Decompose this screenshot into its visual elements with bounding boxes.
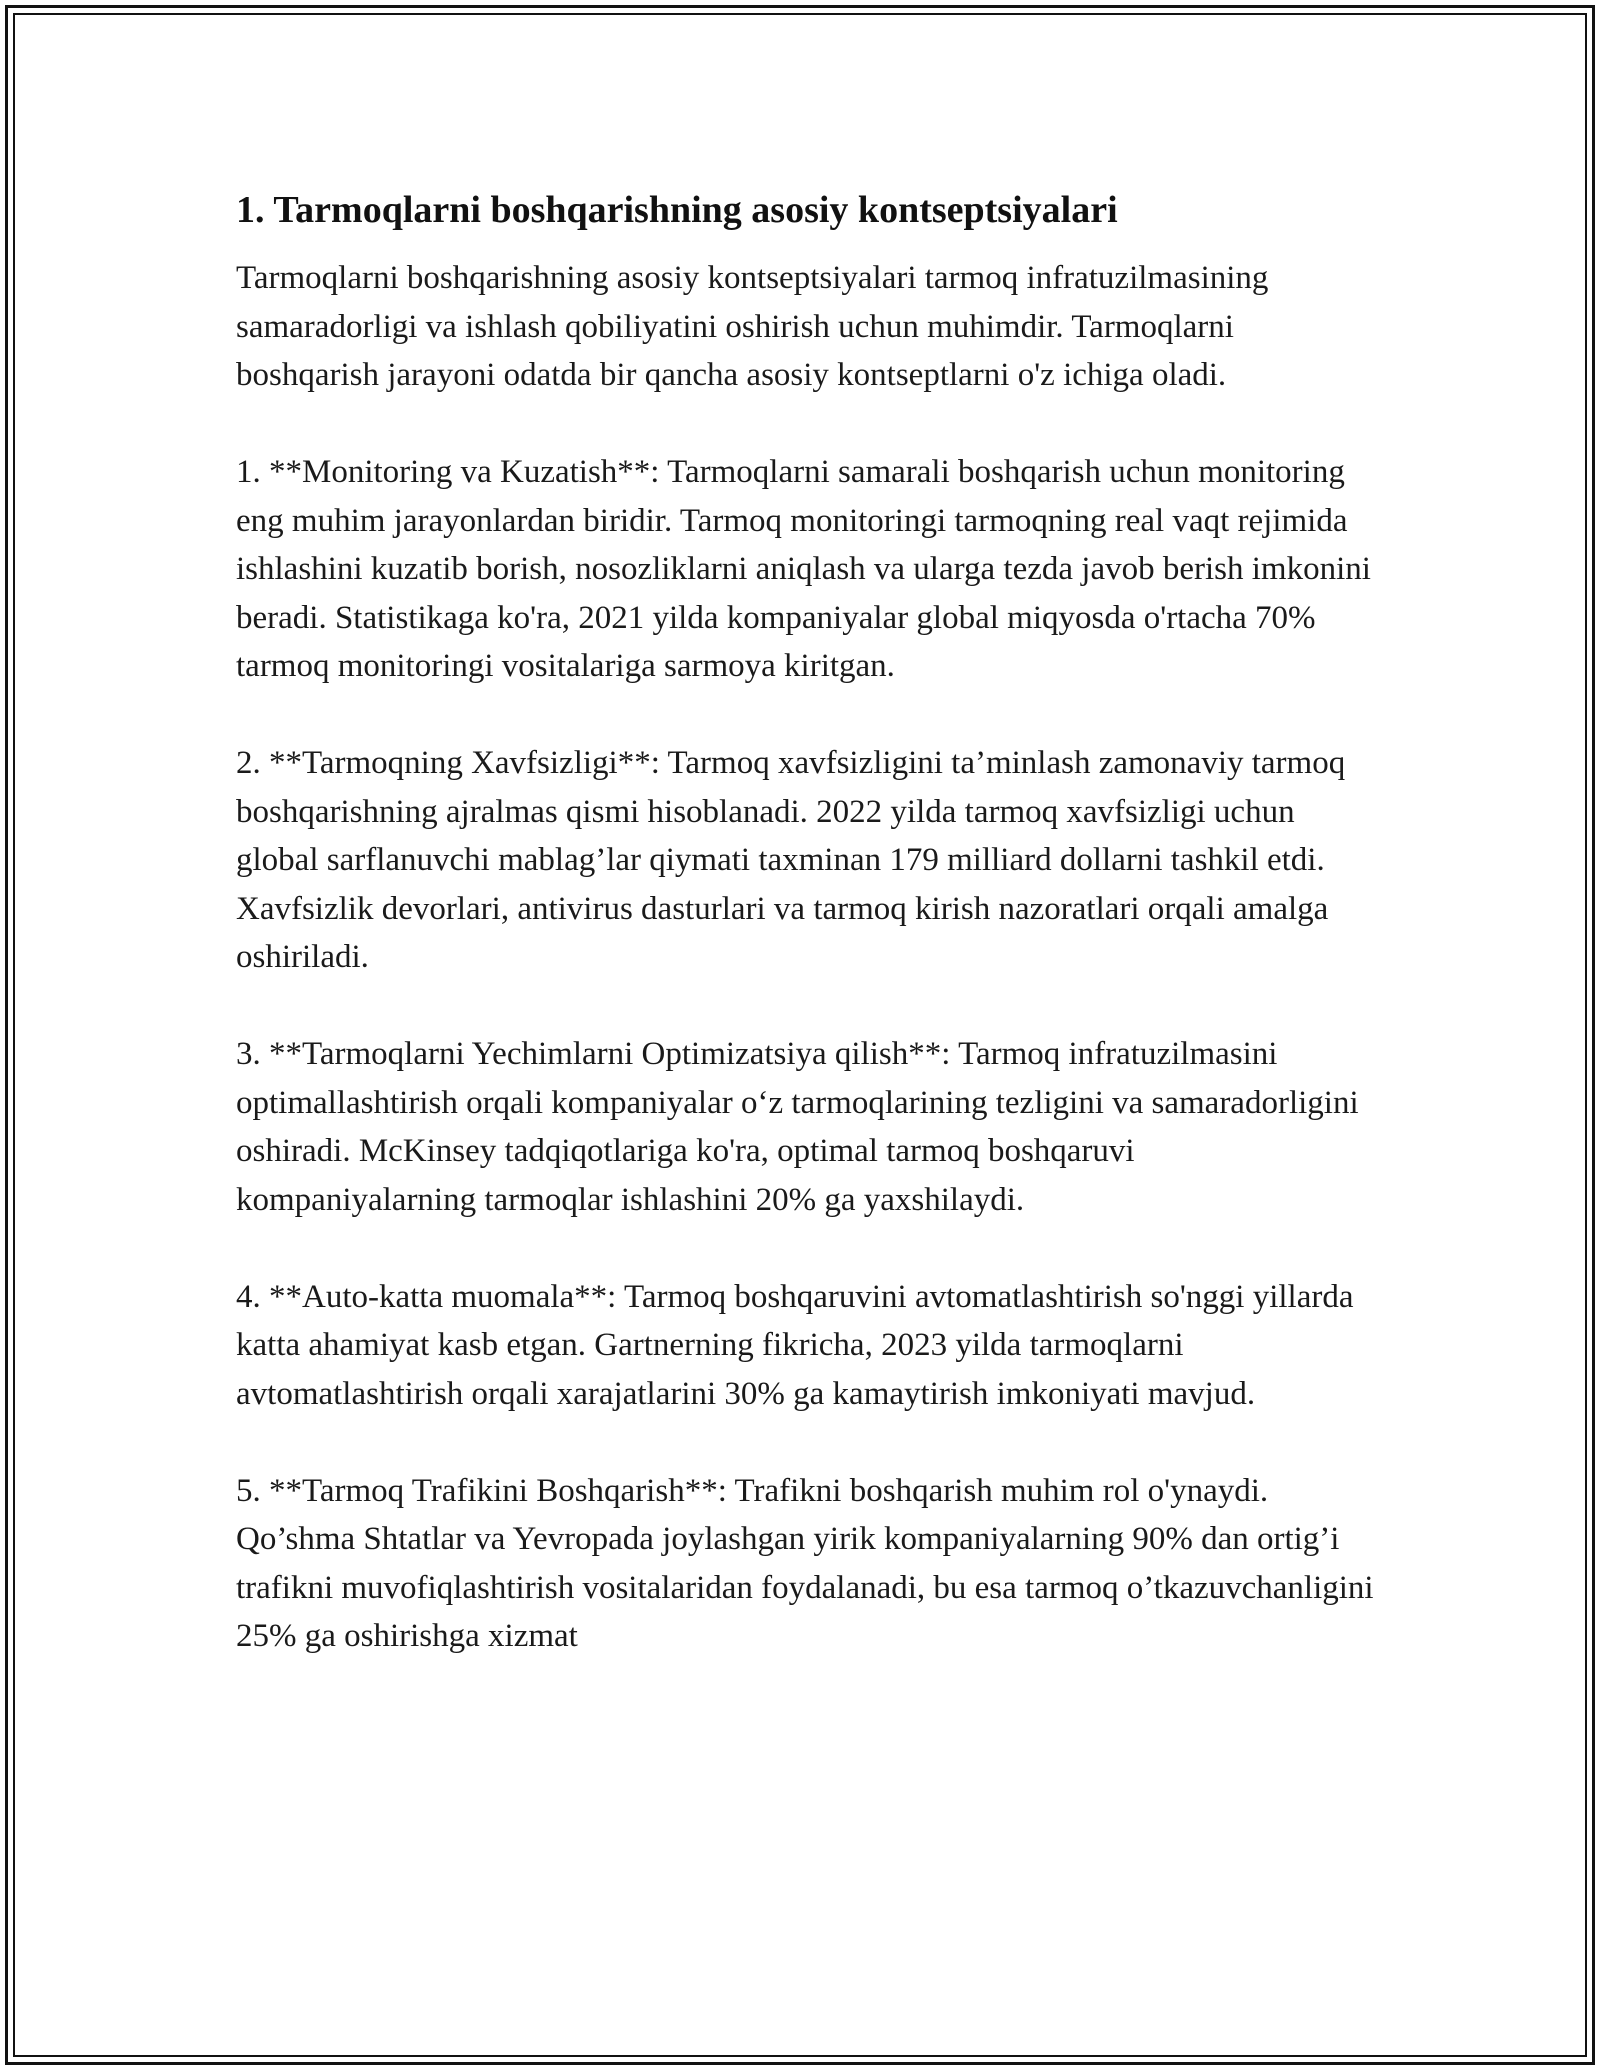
paragraph-optimization: 3. **Tarmoqlarni Yechimlarni Optimizatsiya qilish**: Tarmoq infratuzilmasini optimallashtirish orqali kompaniyalar o‘z tarmoqlarining tezligini va samaradorligini oshiradi. McKinsey tadqiqotlariga ko'ra, optimal tarmoq boshqaruvi kompaniyalarning tarmoqlar ishlashini 20% ga yaxshilaydi. xyxy=(236,1036,1359,1218)
paragraph-automation: 4. **Auto-katta muomala**: Tarmoq boshqaruvini avtomatlashtirish so'nggi yillarda katta ahamiyat kasb etgan. Gartnerning fikricha, 2023 yilda tarmoqlarni avtomatlashtirish orqali xarajatlarini 30% ga kamaytirish imkoniyati mavjud. xyxy=(236,1278,1354,1412)
intro-paragraph: Tarmoqlarni boshqarishning asosiy kontseptsiyalari tarmoq infratuzilmasining samaradorligi va ishlash qobiliyatini oshirish uchun muhimdir. Tarmoqlarni boshqarish jarayoni odatda bir qancha asosiy kontseptlarni o'z ichiga oladi. xyxy=(236,260,1269,393)
paragraph-traffic: 5. **Tarmoq Trafikini Boshqarish**: Trafikni boshqarish muhim rol o'ynaydi. Qo’shma Shtatlar va Yevropada joylashgan yirik kompaniyalarning 90% dan ortig’i trafikni muvofiqlashtirish vositalaridan foydalanadi, bu esa tarmoq o’tkazuvchanligini 25% ga oshirishga xizmat xyxy=(236,1472,1374,1654)
section-heading: 1. Tarmoqlarni boshqarishning asosiy kontseptsiyalari xyxy=(236,189,1118,231)
paragraph-monitoring: 1. **Monitoring va Kuzatish**: Tarmoqlarni samarali boshqarish uchun monitoring eng muhim jarayonlardan biridir. Tarmoq monitoringi tarmoqning real vaqt rejimida ishlashini kuzatib borish, nosozliklarni aniqlash va ularga tezda javob berish imkonini beradi. Statistikaga ko'ra, 2021 yilda kompaniyalar global miqyosda o'rtacha 70% tarmoq monitoringi vositalariga sarmoya kiritgan. xyxy=(236,454,1371,684)
paragraph-security: 2. **Tarmoqning Xavfsizligi**: Tarmoq xavfsizligini ta’minlash zamonaviy tarmoq boshqarishning ajralmas qismi hisoblanadi. 2022 yilda tarmoq xavfsizligi uchun global sarflanuvchi mablag’lar qiymati taxminan 179 milliard dollarni tashkil etdi. Xavfsizlik devorlari, antivirus dasturlari va tarmoq kirish nazoratlari orqali amalga oshiriladi. xyxy=(236,745,1346,975)
document-body xyxy=(236,186,1376,1709)
